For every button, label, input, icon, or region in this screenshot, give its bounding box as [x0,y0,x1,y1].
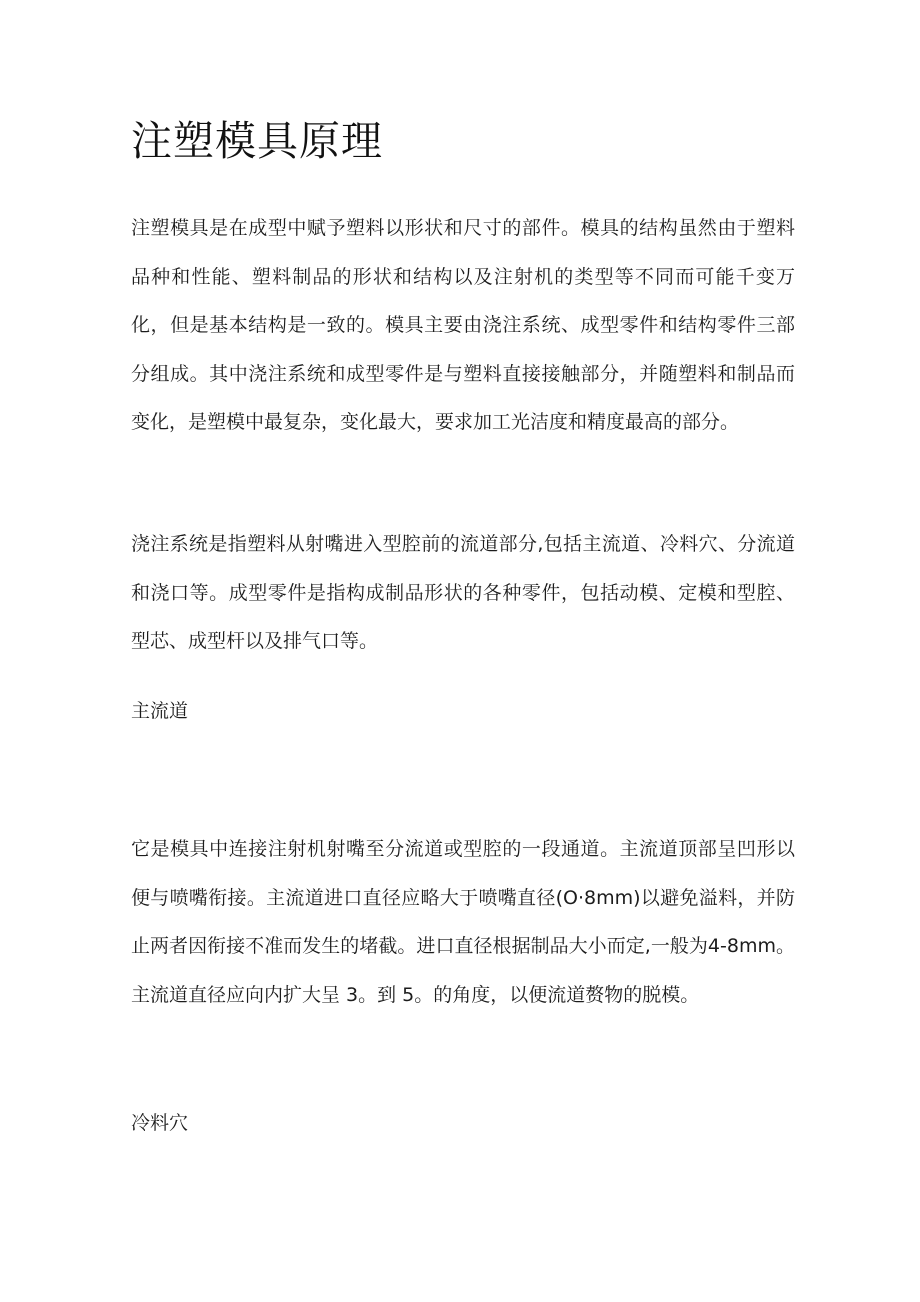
main-runner-paragraph: 它是模具中连接注射机射嘴至分流道或型腔的一段通道。主流道顶部呈凹形以便与喷嘴衔接。主流道进口直径应略大于喷嘴直径(O·8mm)以避免溢料，并防止两者因衔接不准而发生的堵截。进口直径根据制品大小而定,一般为4-8mm。主流道直径应向内扩大呈 3。到 5。的角度，以便流道赘物的脱模。 [131,838,795,1006]
document-title: 注塑模具原理 [131,117,383,165]
gating-system-paragraph: 浇注系统是指塑料从射嘴进入型腔前的流道部分,包括主流道、冷料穴、分流道和浇口等。成型零件是指构成制品形状的各种零件，包括动模、定模和型腔、型芯、成型杆以及排气口等。 [131,533,795,653]
cold-slug-well-heading: 冷料穴 [131,1112,189,1134]
intro-paragraph: 注塑模具是在成型中赋予塑料以形状和尺寸的部件。模具的结构虽然由于塑料品种和性能、塑料制品的形状和结构以及注射机的类型等不同而可能千变万化，但是基本结构是一致的。模具主要由浇注系统、成型零件和结构零件三部分组成。其中浇注系统和成型零件是与塑料直接接触部分，并随塑料和制品而变化，是塑模中最复杂，变化最大，要求加工光洁度和精度最高的部分。 [131,217,795,434]
main-runner-heading: 主流道 [131,700,189,722]
